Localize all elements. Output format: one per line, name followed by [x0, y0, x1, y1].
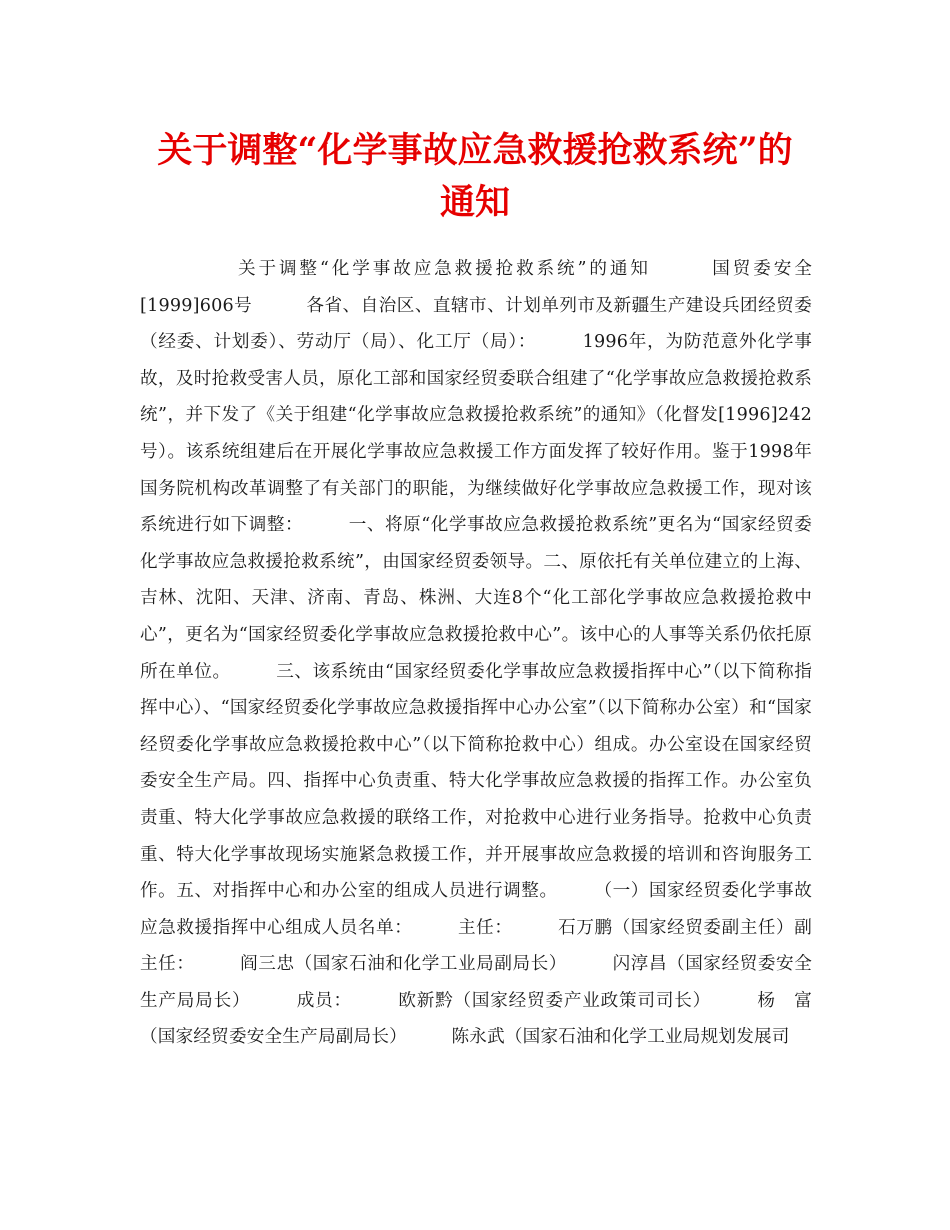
document-title: 关于调整“化学事故应急救援抢救系统”的通知 [157, 130, 793, 223]
document-body: 关于调整“化学事故应急救援抢救系统”的通知 国贸委安全[1999]606号 各省、自治区、直辖市、计划单列市及新疆生产建设兵团经贸委（经委、计划委）、劳动厅（局）、化工厅（局）： 1996年，为防范意外化学事故，及时抢救受害人员，原化工部和国家经贸委联合组建了“化学事故应急救援抢救系统”，并下发了《关于组建“化学事故应急救援抢救系统”的通知》（化督发[1996]242号）。该系统组建后在开展化学事故应急救援工作方面发挥了较好作用。鉴于1998年国务院机构改革调整了有关部门的职能，为继续做好化学事故应急救援工作，现对该系统进行如下调整： 一、将原“化学事故应急救援抢救系统”更名为“国家经贸委化学事故应急救援抢救系统”，由国家经贸委领导。二、原依托有关单位建立的上海、吉林、沈阳、天津、济南、青岛、株洲、大连8个“化工部化学事故应急救援抢救中心”，更名为“国家经贸委化学事故应急救援抢救中心”。该中心的人事等关系仍依托原所在单位。 三、该系统由“国家经贸委化学事故应急救援指挥中心”（以下简称指挥中心）、“国家经贸委化学事故应急救援指挥中心办公室”（以下简称办公室）和“国家经贸委化学事故应急救援抢救中心”（以下简称抢救中心）组成。办公室设在国家经贸委安全生产局。四、指挥中心负责重、特大化学事故应急救援的指挥工作。办公室负责重、特大化学事故应急救援的联络工作，对抢救中心进行业务指导。抢救中心负责重、特大化学事故现场实施紧急救援工作，并开展事故应急救援的培训和咨询服务工作。五、对指挥中心和办公室的组成人员进行调整。 （一）国家经贸委化学事故应急救援指挥中心组成人员名单： 主任： 石万鹏（国家经贸委副主任）副主任： 阎三忠（国家石油和化学工业局副局长） 闪淳昌（国家经贸委安全生产局局长） 成员： 欧新黔（国家经贸委产业政策司司长） 杨 富（国家经贸委安全生产局副局长） 陈永武（国家石油和化学工业局规划发展司 [140, 259, 812, 1048]
